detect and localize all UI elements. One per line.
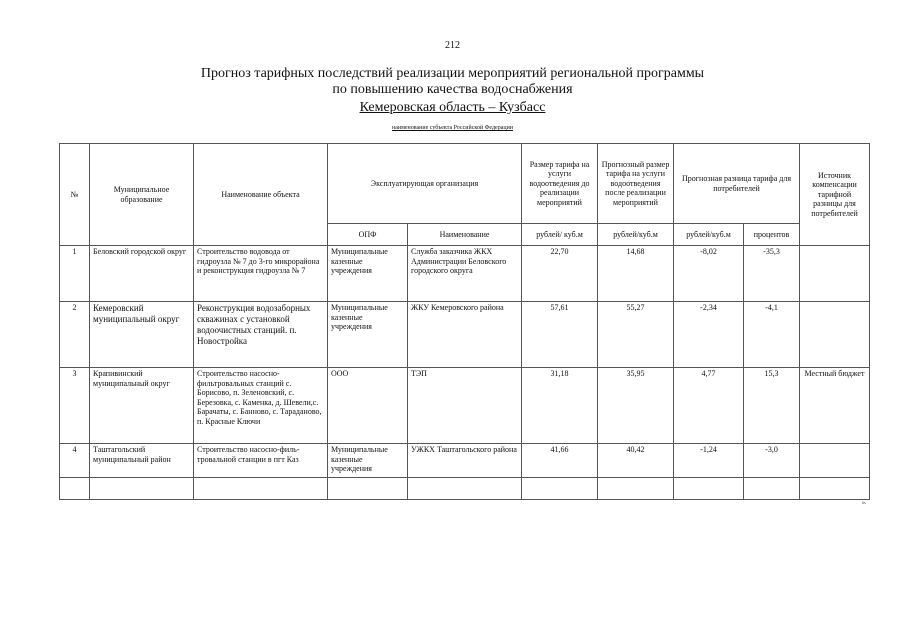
cell-source	[800, 444, 870, 478]
cell-after: 35,95	[598, 368, 674, 444]
cell-after: 40,42	[598, 444, 674, 478]
header-source: Источник компенсации тарифной разницы для потребителей	[800, 144, 870, 246]
cell-percent: -4,1	[744, 302, 800, 368]
table-row	[60, 246, 870, 302]
closing-quote-mark: ».	[862, 500, 867, 506]
page-number: 212	[445, 40, 460, 51]
table-row-empty	[60, 478, 870, 500]
document-title	[0, 66, 905, 134]
table-row	[60, 302, 870, 368]
cell-object: Реконструкция водозаборных скважинах с установкой водоочистных станций. п. Новостройка	[194, 302, 328, 368]
cell-before: 57,61	[522, 302, 598, 368]
subheader-unit-after: рублей/куб.м	[598, 224, 674, 246]
cell-municipality: Кемеровский муниципальный округ	[90, 302, 194, 368]
cell-empty	[60, 478, 90, 500]
cell-num: 2	[60, 302, 90, 368]
cell-municipality: Таштагольский муниципальный район	[90, 444, 194, 478]
cell-diff: 4,77	[674, 368, 744, 444]
cell-after: 55,27	[598, 302, 674, 368]
header-difference: Прогнозная разница тарифа для потребителей	[674, 144, 800, 224]
region-caption: наименование субъекта Российской Федерации	[391, 125, 514, 131]
cell-name: ТЭП	[408, 368, 522, 444]
title-line-2: по повышению качества водоснабжения	[332, 82, 573, 97]
cell-diff: -1,24	[674, 444, 744, 478]
cell-before: 31,18	[522, 368, 598, 444]
cell-opf: Муниципальные казенные учреждения	[328, 302, 408, 368]
cell-object: Строительство насосно-филь-тровальной станции в пгт Каз	[194, 444, 328, 478]
cell-object: Строительство насосно-фильтровальных станций с. Борисово, п. Зеленовский, с. Березовка, с. Каменка, д. Шевели,с. Барачаты, с. Банново, с. Тараданово, п. Красные Ключи	[194, 368, 328, 444]
cell-diff: -8,02	[674, 246, 744, 302]
header-num: №	[60, 144, 90, 246]
cell-opf: ООО	[328, 368, 408, 444]
cell-after: 14,68	[598, 246, 674, 302]
cell-opf: Муниципальные казенные учреждения	[328, 444, 408, 478]
header-tariff-before: Размер тарифа на услуги водоотведения до реализации мероприятий	[522, 144, 598, 224]
header-tariff-after: Прогнозный размер тарифа на услуги водоотведения после реализации мероприятий	[598, 144, 674, 224]
cell-diff: -2,34	[674, 302, 744, 368]
cell-empty	[598, 478, 674, 500]
cell-num: 3	[60, 368, 90, 444]
cell-empty	[408, 478, 522, 500]
cell-opf: Муниципальные казенные учреждения	[328, 246, 408, 302]
tariff-table	[59, 143, 870, 500]
cell-empty	[194, 478, 328, 500]
cell-name: ЖКУ Кемеровского района	[408, 302, 522, 368]
subheader-opf: ОПФ	[328, 224, 408, 246]
subheader-name: Наименование	[408, 224, 522, 246]
cell-empty	[800, 478, 870, 500]
cell-source: Местный бюджет	[800, 368, 870, 444]
region-name: Кемеровская область – Кузбасс	[359, 100, 546, 115]
subheader-unit-before: рублей/ куб.м	[522, 224, 598, 246]
cell-name: Служба заказчика ЖКХ Администрации Беловского городского округа	[408, 246, 522, 302]
cell-before: 22,70	[522, 246, 598, 302]
cell-empty	[328, 478, 408, 500]
cell-empty	[674, 478, 744, 500]
title-line-1: Прогноз тарифных последствий реализации мероприятий региональной программы	[200, 66, 705, 81]
cell-name: УЖКХ Таштагольского района	[408, 444, 522, 478]
cell-num: 1	[60, 246, 90, 302]
table-row	[60, 368, 870, 444]
cell-percent: -35,3	[744, 246, 800, 302]
cell-source	[800, 246, 870, 302]
cell-num: 4	[60, 444, 90, 478]
header-object: Наименование объекта	[194, 144, 328, 246]
cell-before: 41,66	[522, 444, 598, 478]
cell-empty	[522, 478, 598, 500]
header-operator: Эксплуатирующая организация	[328, 144, 522, 224]
header-municipality: Муниципальное образование	[90, 144, 194, 246]
cell-municipality: Крапивинский муниципальный округ	[90, 368, 194, 444]
table-row	[60, 444, 870, 478]
cell-source	[800, 302, 870, 368]
subheader-percent: процентов	[744, 224, 800, 246]
cell-object: Строительство водовода от гидроузла № 7 до 3-го микрорайона и реконструкция гидроузла № 7	[194, 246, 328, 302]
cell-percent: -3,0	[744, 444, 800, 478]
cell-percent: 15,3	[744, 368, 800, 444]
cell-empty	[744, 478, 800, 500]
cell-municipality: Беловский городской округ	[90, 246, 194, 302]
subheader-unit-diff: рублей/куб.м	[674, 224, 744, 246]
cell-empty	[90, 478, 194, 500]
